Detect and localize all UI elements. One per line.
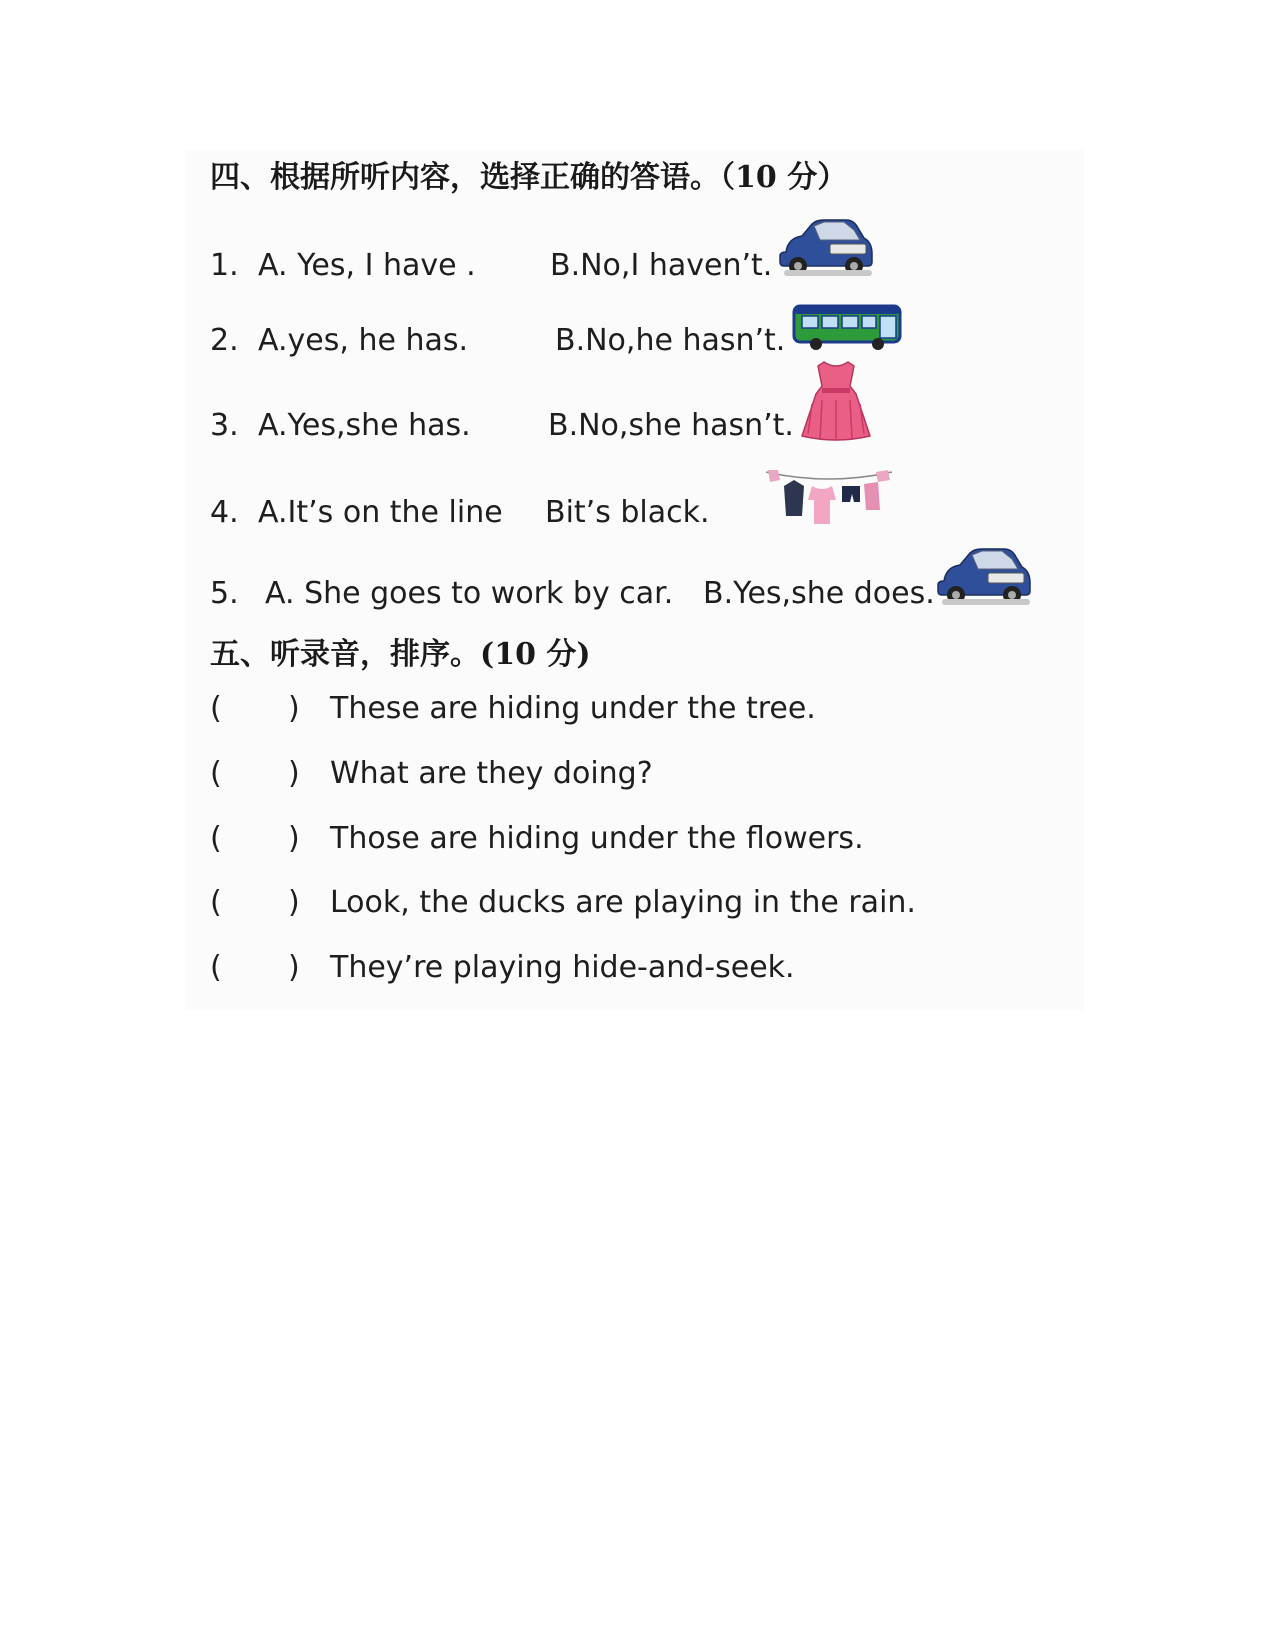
question-5 [0, 576, 1275, 616]
answer-blank-close: ) [288, 885, 300, 920]
question-3 [0, 408, 1275, 448]
ordering-item-5 [0, 950, 1275, 990]
answer-blank-open: ( [210, 885, 222, 920]
option-a: A. Yes, I have . [258, 248, 476, 283]
question-2 [0, 323, 1275, 363]
ordering-item-1 [0, 691, 1275, 731]
answer-blank-close: ) [288, 950, 300, 985]
answer-blank-close: ) [288, 756, 300, 791]
ordering-item-2 [0, 756, 1275, 796]
answer-blank-open: ( [210, 950, 222, 985]
answer-blank-close: ) [288, 821, 300, 856]
ordering-item-3 [0, 821, 1275, 861]
car-icon [934, 547, 1032, 609]
option-b: Bit’s black. [545, 495, 710, 530]
dress-icon [800, 360, 872, 442]
option-b: B.No,I haven’t. [550, 248, 773, 283]
option-b: B.No,she hasn’t. [548, 408, 794, 443]
option-a: A.It’s on the line [258, 495, 503, 530]
question-number: 5. [210, 576, 239, 611]
option-b: B.Yes,she does. [703, 576, 935, 611]
question-number: 2. [210, 323, 239, 358]
car-icon [776, 218, 874, 280]
ordering-sentence: Those are hiding under the flowers. [330, 821, 864, 856]
ordering-sentence: Look, the ducks are playing in the rain. [330, 885, 916, 920]
bus-icon [792, 302, 904, 352]
ordering-sentence: These are hiding under the tree. [330, 691, 816, 726]
answer-blank-open: ( [210, 821, 222, 856]
section-5-heading: 五、听录音，排序。(10 分) [210, 637, 591, 672]
question-1 [0, 248, 1275, 288]
ordering-sentence: What are they doing? [330, 756, 653, 791]
ordering-sentence: They’re playing hide-and-seek. [330, 950, 795, 985]
option-b: B.No,he hasn’t. [555, 323, 786, 358]
question-number: 1. [210, 248, 239, 283]
option-a: A. She goes to work by car. [265, 576, 674, 611]
section-4-heading: 四、根据所听内容，选择正确的答语。（10 分） [210, 160, 848, 195]
question-number: 3. [210, 408, 239, 443]
question-number: 4. [210, 495, 239, 530]
question-4 [0, 495, 1275, 535]
option-a: A.Yes,she has. [258, 408, 471, 443]
answer-blank-open: ( [210, 691, 222, 726]
option-a: A.yes, he has. [258, 323, 469, 358]
answer-blank-open: ( [210, 756, 222, 791]
ordering-item-4 [0, 885, 1275, 925]
answer-blank-close: ) [288, 691, 300, 726]
clothesline-icon [764, 466, 894, 528]
